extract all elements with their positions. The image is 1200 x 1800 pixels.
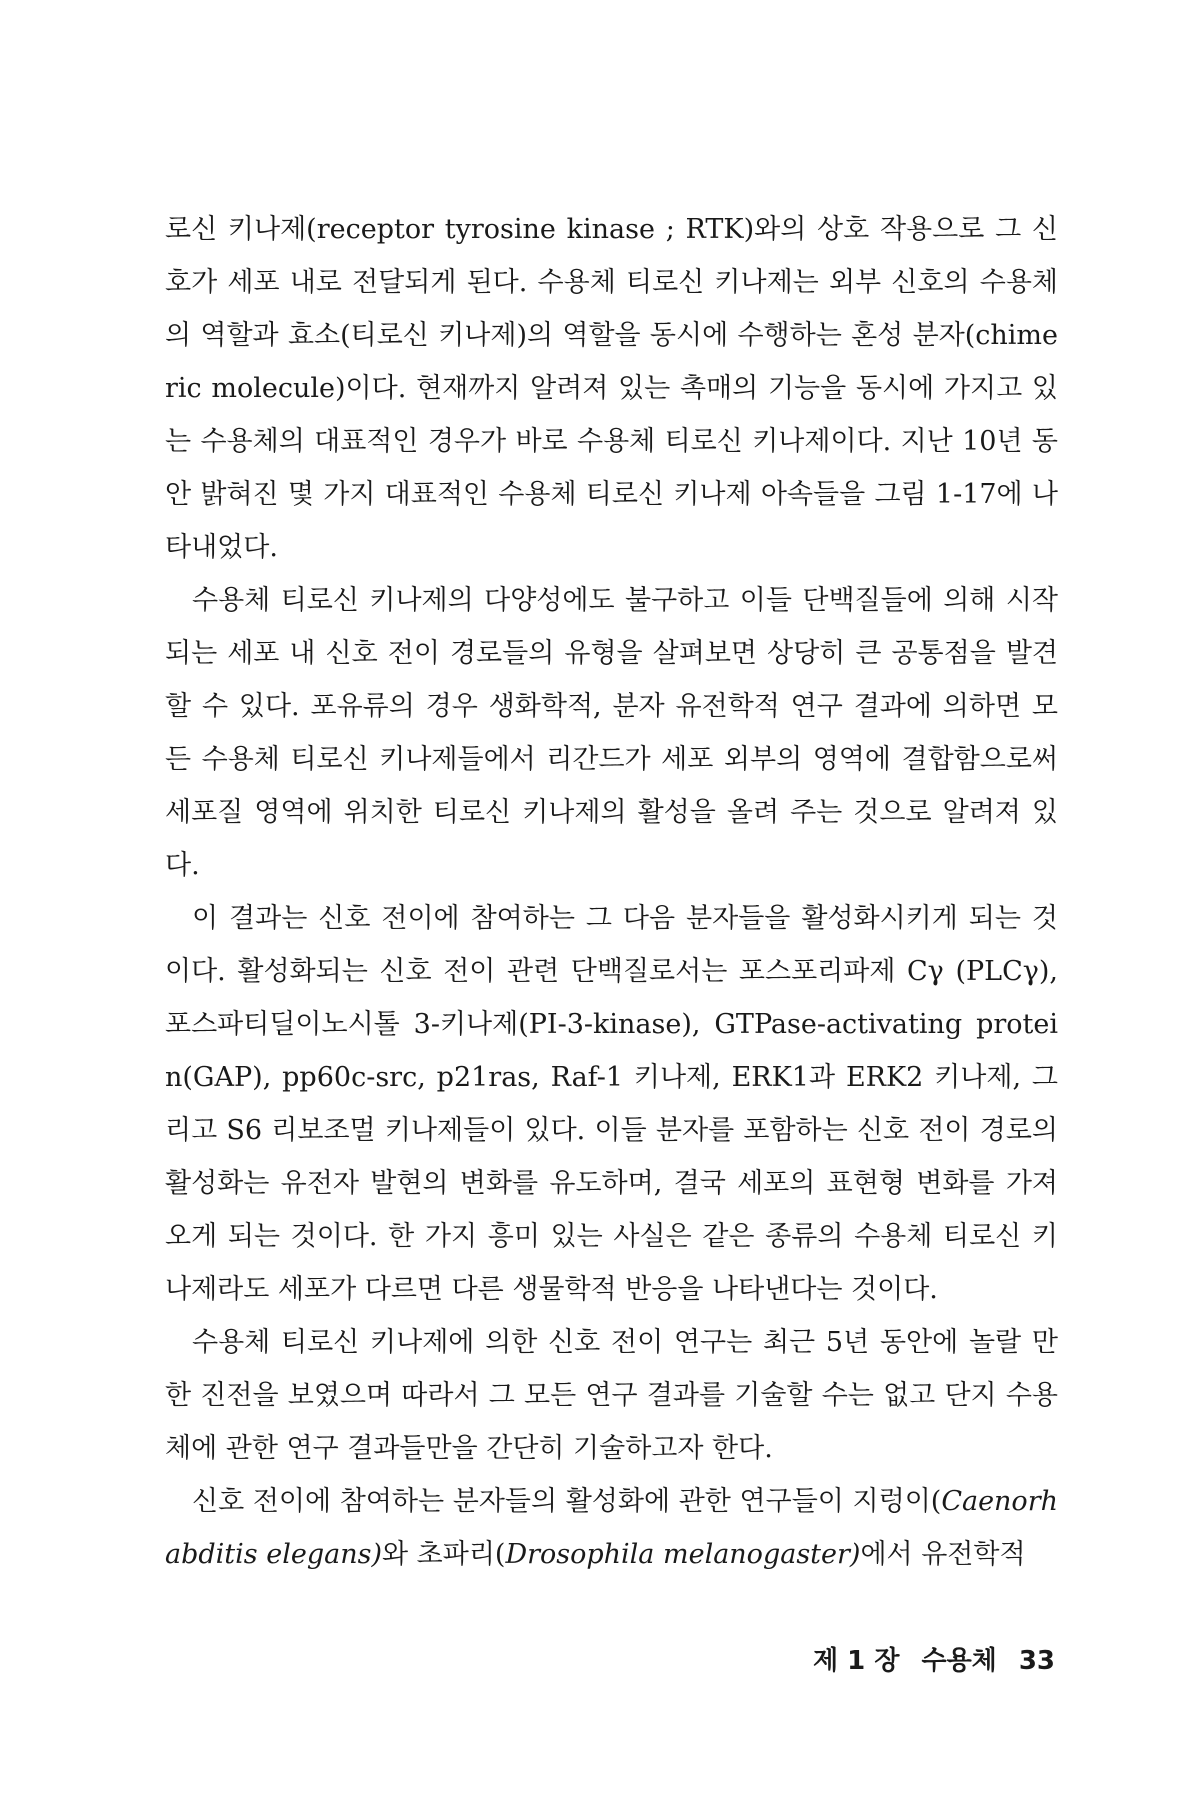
paragraph-2: 수용체 티로신 키나제의 다양성에도 불구하고 이들 단백질들에 의해 시작되는 세포 내 신호 전이 경로들의 유형을 살펴보면 상당히 큰 공통점을 발견할 수 있다. 포유류의 경우 생화학적, 분자 유전학적 연구 결과에 의하면 모든 수용체 티로신 키나제들에서 리간드가 세포 외부의 영역에 결합함으로써 세포질 영역에 위치한 티로신 키나제의 활성을 올려 주는 것으로 알려져 있다.	[165, 585, 1058, 881]
paragraph-4: 수용체 티로신 키나제에 의한 신호 전이 연구는 최근 5년 동안에 놀랄 만한 진전을 보였으며 따라서 그 모든 연구 결과를 기술할 수는 없고 단지 수용체에 관한 연구 결과들만을 간단히 기술하고자 한다.	[165, 1327, 1058, 1464]
species-name-drosophila: Drosophila melanogaster)	[505, 1539, 861, 1570]
page-number: 33	[1018, 1646, 1055, 1676]
paragraph-5-text-2: 와 초파리(	[381, 1539, 506, 1570]
chapter-title: 수용체	[921, 1646, 997, 1676]
paragraph-5-text-1: 신호 전이에 참여하는 분자들의 활성화에 관한 연구들이 지렁이(	[192, 1486, 942, 1517]
paragraph-1: 로신 키나제(receptor tyrosine kinase ; RTK)와의 상호 작용으로 그 신호가 세포 내로 전달되게 된다. 수용체 티로신 키나제는 외부 신호의 수용체의 역할과 효소(티로신 키나제)의 역할을 동시에 수행하는 혼성 분자(chimeric molecule)이다. 현재까지 알려져 있는 촉매의 기능을 동시에 가지고 있는 수용체의 대표적인 경우가 바로 수용체 티로신 키나제이다. 지난 10년 동안 밝혀진 몇 가지 대표적인 수용체 티로신 키나제 아속들을 그림 1-17에 나타내었다.	[165, 214, 1058, 563]
species-name-caenorhabditis: Caenorhabditis elegans)	[165, 1486, 1058, 1570]
paragraph-5-text-3: 에서 유전학적	[860, 1539, 1026, 1570]
body-text	[165, 203, 1058, 1581]
page-footer	[813, 1640, 1055, 1677]
chapter-label: 제 1 장	[813, 1646, 900, 1676]
paragraph-3: 이 결과는 신호 전이에 참여하는 그 다음 분자들을 활성화시키게 되는 것이다. 활성화되는 신호 전이 관련 단백질로서는 포스포리파제 Cγ (PLCγ), 포스파티딜이노시톨 3-키나제(PI-3-kinase), GTPase-activating protein(GAP), pp60c-src, p21ras, Raf-1 키나제, ERK1과 ERK2 키나제, 그리고 S6 리보조멀 키나제들이 있다. 이들 분자를 포함하는 신호 전이 경로의 활성화는 유전자 발현의 변화를 유도하며, 결국 세포의 표현형 변화를 가져오게 되는 것이다. 한 가지 흥미 있는 사실은 같은 종류의 수용체 티로신 키나제라도 세포가 다르면 다른 생물학적 반응을 나타낸다는 것이다.	[165, 903, 1058, 1305]
paragraph-5	[165, 1475, 1058, 1581]
